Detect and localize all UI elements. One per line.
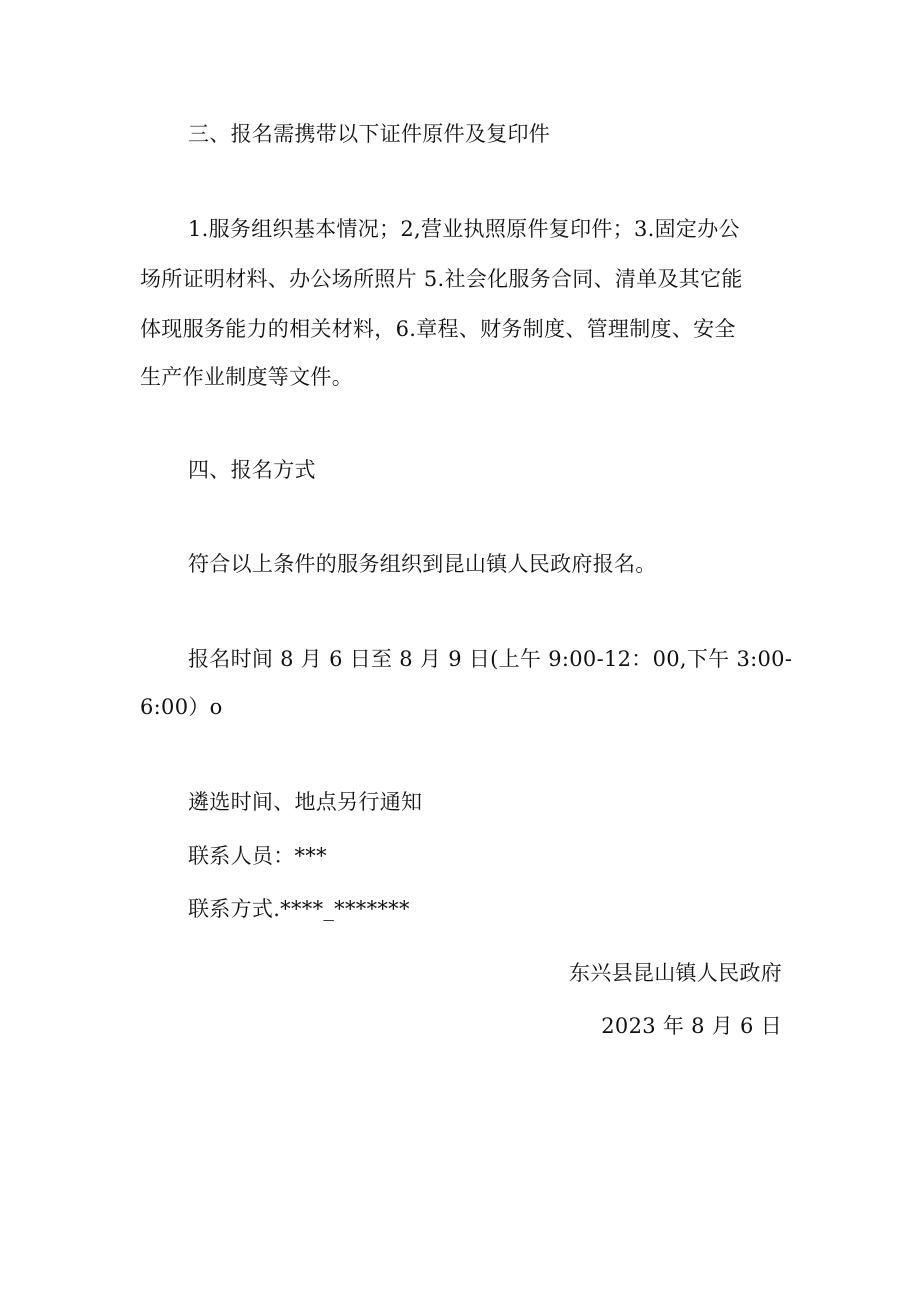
- document-date: 2023 年 8 月 6 日: [601, 1014, 782, 1038]
- registration-time-line-1: 报名时间 8 月 6 日至 8 月 9 日(上午 9:00-12：00,下午 3:00-: [188, 647, 793, 671]
- registration-time-line-2: 6:00）o: [140, 695, 223, 719]
- selection-notice: 遴选时间、地点另行通知: [188, 790, 423, 814]
- section3-body-line-1: 1.服务组织基本情况；2,营业执照原件复印件；3.固定办公: [188, 217, 740, 241]
- section3-heading: 三、报名需携带以下证件原件及复印件: [188, 122, 551, 146]
- contact-method: 联系方式.****_*******: [188, 897, 410, 921]
- section3-body-line-3: 体现服务能力的相关材料，6.章程、财务制度、管理制度、安全: [140, 317, 736, 341]
- section4-heading: 四、报名方式: [188, 458, 316, 482]
- contact-person: 联系人员：***: [188, 844, 327, 868]
- section3-body-line-2: 场所证明材料、办公场所照片 5.社会化服务合同、清单及其它能: [140, 267, 743, 291]
- issuer: 东兴县昆山镇人民政府: [569, 961, 782, 985]
- section4-body: 符合以上条件的服务组织到昆山镇人民政府报名。: [188, 552, 657, 576]
- section3-body-line-4: 生产作业制度等文件。: [140, 365, 353, 389]
